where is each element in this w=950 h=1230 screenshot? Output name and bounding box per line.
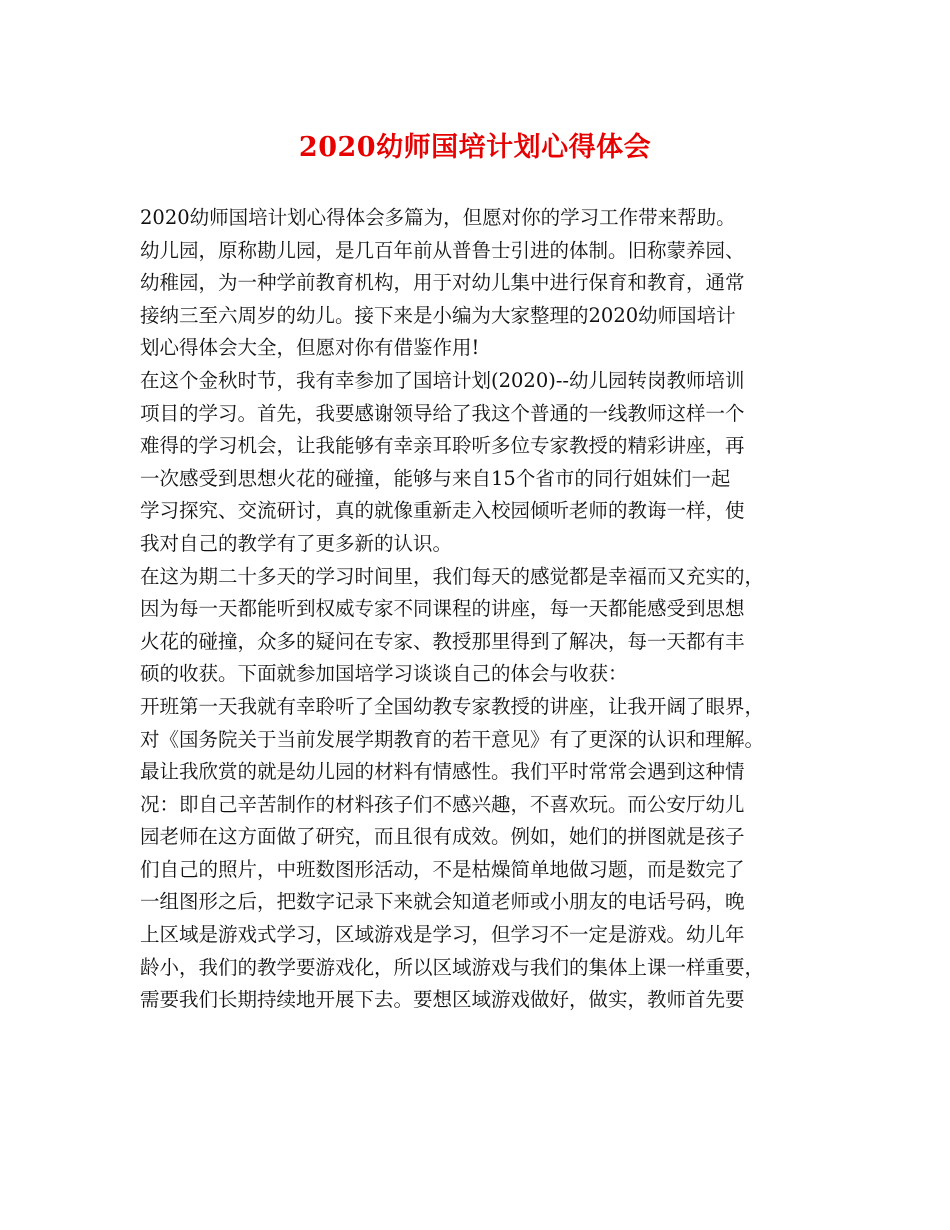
text-line: 2020幼师国培计划心得体会多篇为，但愿对你的学习工作带来帮助。 [140, 206, 736, 229]
text-line: 对《国务院关于当前发展学期教育的若干意见》有了更深的认识和理解。 [140, 727, 765, 751]
text-line: 幼稚园，为一种学前教育机构，用于对幼儿集中进行保育和教育，通常 [140, 271, 745, 295]
text-line: 我对自己的教学有了更多新的认识。 [140, 531, 453, 555]
text-line: 一次感受到思想火花的碰撞，能够与来自15个省市的同行姐妹们一起 [140, 466, 731, 490]
text-line: 开班第一天我就有幸聆听了全国幼教专家教授的讲座，让我开阔了眼界， [140, 694, 765, 718]
text-line: 一组图形之后，把数字记录下来就会知道老师或小朋友的电话号码，晚 [140, 890, 745, 914]
text-line: 火花的碰撞，众多的疑问在专家、教授那里得到了解决，每一天都有丰 [140, 629, 745, 653]
text-line: 需要我们长期持续地开展下去。要想区域游戏做好，做实，教师首先要 [140, 988, 745, 1012]
text-line: 项目的学习。首先，我要感谢领导给了我这个普通的一线教师这样一个 [140, 401, 745, 425]
text-line: 因为每一天都能听到权威专家不同课程的讲座，每一天都能感受到思想 [140, 597, 745, 621]
text-line: 幼儿园，原称勘儿园，是几百年前从普鲁士引进的体制。旧称蒙养园、 [140, 238, 745, 262]
text-line: 硕的收获。下面就参加国培学习谈谈自己的体会与收获： [140, 662, 628, 686]
text-line: 最让我欣赏的就是幼儿园的材料有情感性。我们平时常常会遇到这种情 [140, 760, 745, 784]
text-line: 划心得体会大全，但愿对你有借鉴作用! [140, 336, 480, 360]
text-line: 上区域是游戏式学习，区域游戏是学习，但学习不一定是游戏。幼儿年 [140, 923, 745, 947]
text-line: 在这个金秋时节，我有幸参加了国培计划(2020)--幼儿园转岗教师培训 [140, 368, 745, 392]
text-line: 况：即自己辛苦制作的材料孩子们不感兴趣，不喜欢玩。而公安厅幼儿 [140, 792, 745, 816]
document-title: 2020幼师国培计划心得体会 [298, 132, 652, 163]
text-line: 学习探究、交流研讨，真的就像重新走入校园倾听老师的教诲一样，使 [140, 499, 745, 523]
text-line: 们自己的照片，中班数图形活动，不是枯燥简单地做习题，而是数完了 [140, 857, 745, 881]
text-line: 龄小，我们的教学要游戏化，所以区域游戏与我们的集体上课一样重要， [140, 955, 765, 979]
text-line: 园老师在这方面做了研究，而且很有成效。例如，她们的拼图就是孩子 [140, 825, 745, 849]
text-line: 在这为期二十多天的学习时间里，我们每天的感觉都是幸福而又充实的， [140, 564, 765, 588]
text-line: 难得的学习机会，让我能够有幸亲耳聆听多位专家教授的精彩讲座，再 [140, 434, 745, 458]
document-body [140, 202, 820, 1017]
text-line: 接纳三至六周岁的幼儿。接下来是小编为大家整理的2020幼师国培计 [140, 303, 736, 327]
